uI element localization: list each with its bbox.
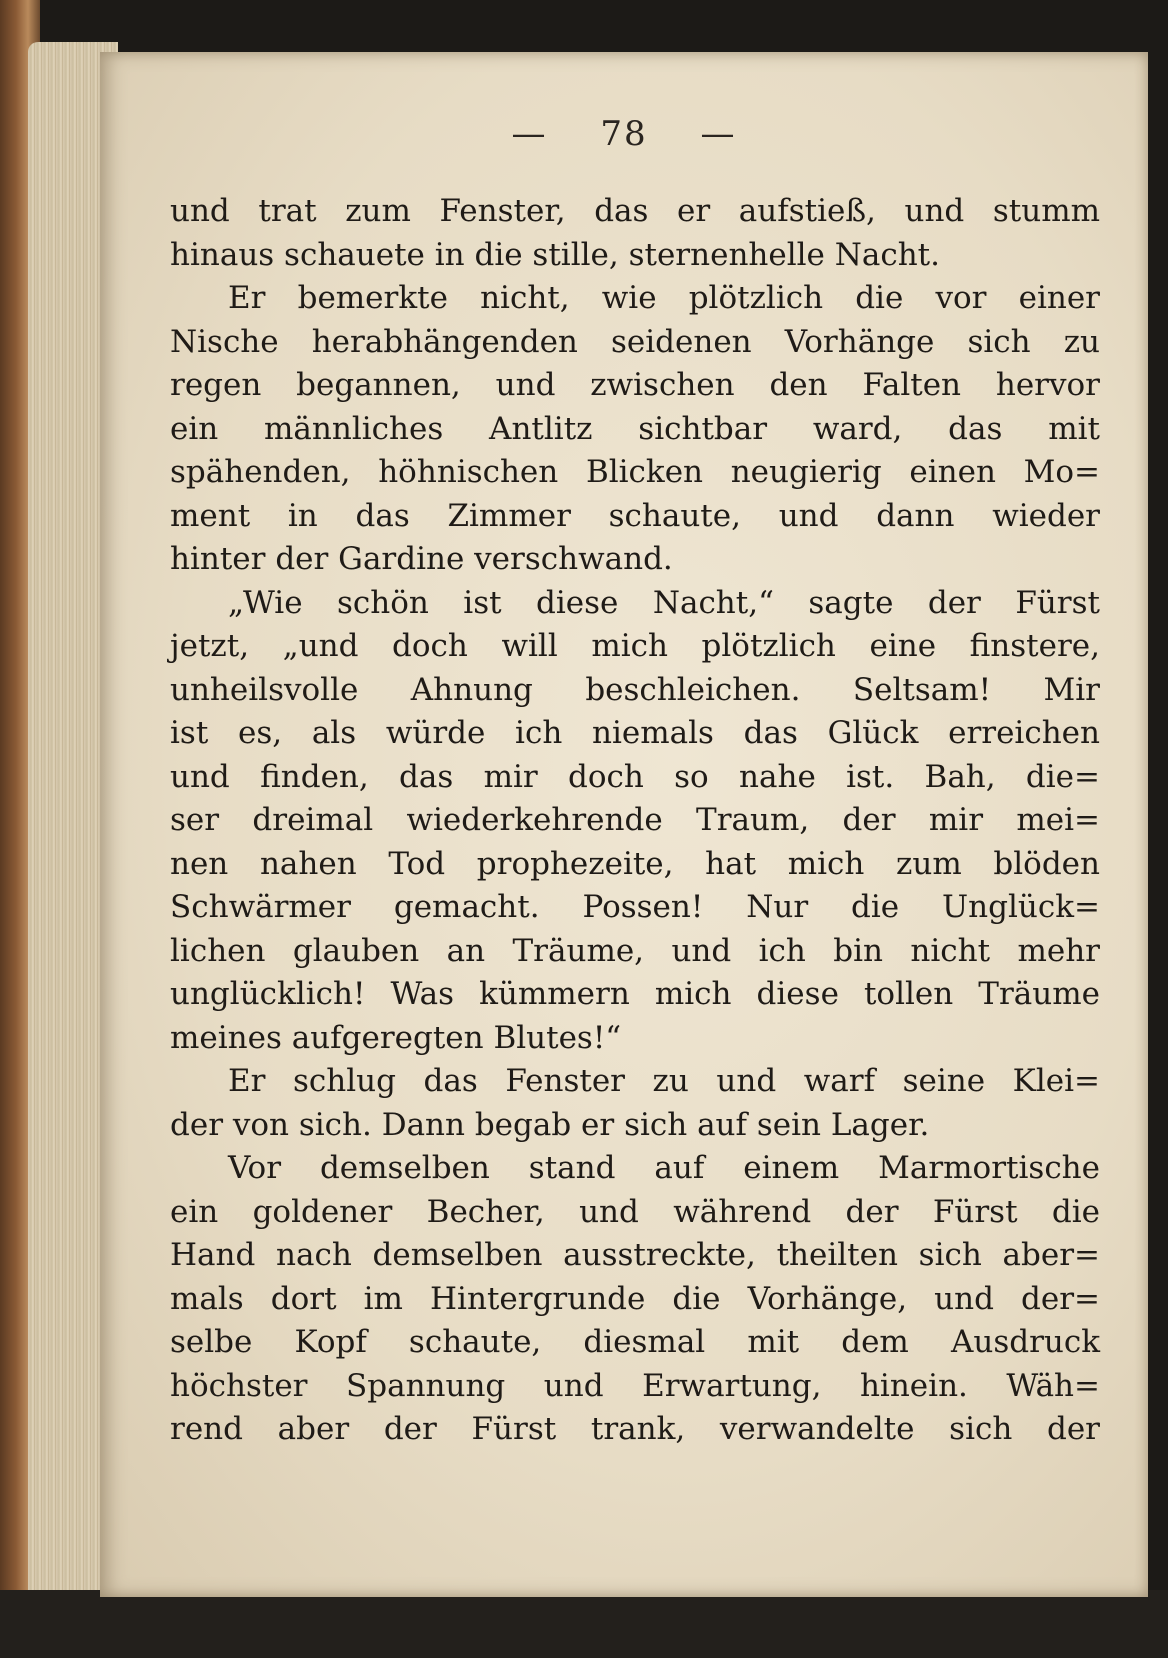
text-line: mals dort im Hintergrunde die Vorhänge, und der= xyxy=(170,1280,1100,1317)
page-number-dash-left: — xyxy=(511,114,548,154)
text-line: hinaus schauete in die stille, sternenhelle Nacht. xyxy=(170,236,940,273)
book-cover-bottom xyxy=(0,1590,1168,1658)
text-line: ist es, als würde ich niemals das Glück erreichen xyxy=(170,715,1100,751)
text-line: spähenden, höhnischen Blicken neugierig einen Mo= xyxy=(170,454,1100,490)
text-line: meines aufgeregten Blutes!“ xyxy=(170,1019,622,1056)
page-header xyxy=(100,114,1148,154)
text-line: Er bemerkte nicht, wie plötzlich die vor einer xyxy=(228,280,1100,316)
body-text xyxy=(170,190,1100,1452)
text-line: und finden, das mir doch so nahe ist. Bah, die= xyxy=(170,758,1100,795)
page-number: 78 xyxy=(600,114,648,154)
text-line: lichen glauben an Träume, und ich bin nicht mehr xyxy=(170,932,1100,969)
text-line: „Wie schön ist diese Nacht,“ sagte der Fürst xyxy=(228,584,1100,621)
text-line: Nische herabhängenden seidenen Vorhänge sich zu xyxy=(170,323,1100,360)
text-line: rend aber der Fürst trank, verwandelte sich der xyxy=(170,1411,1100,1447)
text-line: hinter der Gardine verschwand. xyxy=(170,541,673,577)
text-line: höchster Spannung und Erwartung, hinein. Wäh= xyxy=(170,1367,1100,1404)
text-line: nen nahen Tod prophezeite, hat mich zum blöden xyxy=(170,845,1100,882)
text-line: selbe Kopf schaute, diesmal mit dem Ausdruck xyxy=(170,1324,1100,1360)
text-line: Er schlug das Fenster zu und warf seine Klei= xyxy=(228,1063,1100,1099)
text-line: Schwärmer gemacht. Possen! Nur die Unglück= xyxy=(170,889,1100,925)
text-line: unglücklich! Was kümmern mich diese tollen Träume xyxy=(170,976,1100,1012)
text-line: unheilsvolle Ahnung beschleichen. Seltsam! Mir xyxy=(170,671,1100,708)
text-line: ein goldener Becher, und während der Fürst die xyxy=(170,1193,1100,1230)
text-line: Vor demselben stand auf einem Marmortische xyxy=(228,1150,1100,1186)
text-line: ser dreimal wiederkehrende Traum, der mir mei= xyxy=(170,802,1100,838)
text-line: Hand nach demselben ausstreckte, theilten sich aber= xyxy=(170,1237,1100,1273)
text-line: und trat zum Fenster, das er aufstieß, und stumm xyxy=(170,193,1100,229)
text-line: ein männliches Antlitz sichtbar ward, das mit xyxy=(170,410,1100,447)
text-line: jetzt, „und doch will mich plötzlich eine finstere, xyxy=(170,628,1100,664)
text-line: regen begannen, und zwischen den Falten hervor xyxy=(170,367,1100,403)
text-line: ment in das Zimmer schaute, und dann wieder xyxy=(170,497,1100,534)
text-line: der von sich. Dann begab er sich auf sein Lager. xyxy=(170,1106,930,1143)
page-number-dash-right: — xyxy=(700,114,737,154)
